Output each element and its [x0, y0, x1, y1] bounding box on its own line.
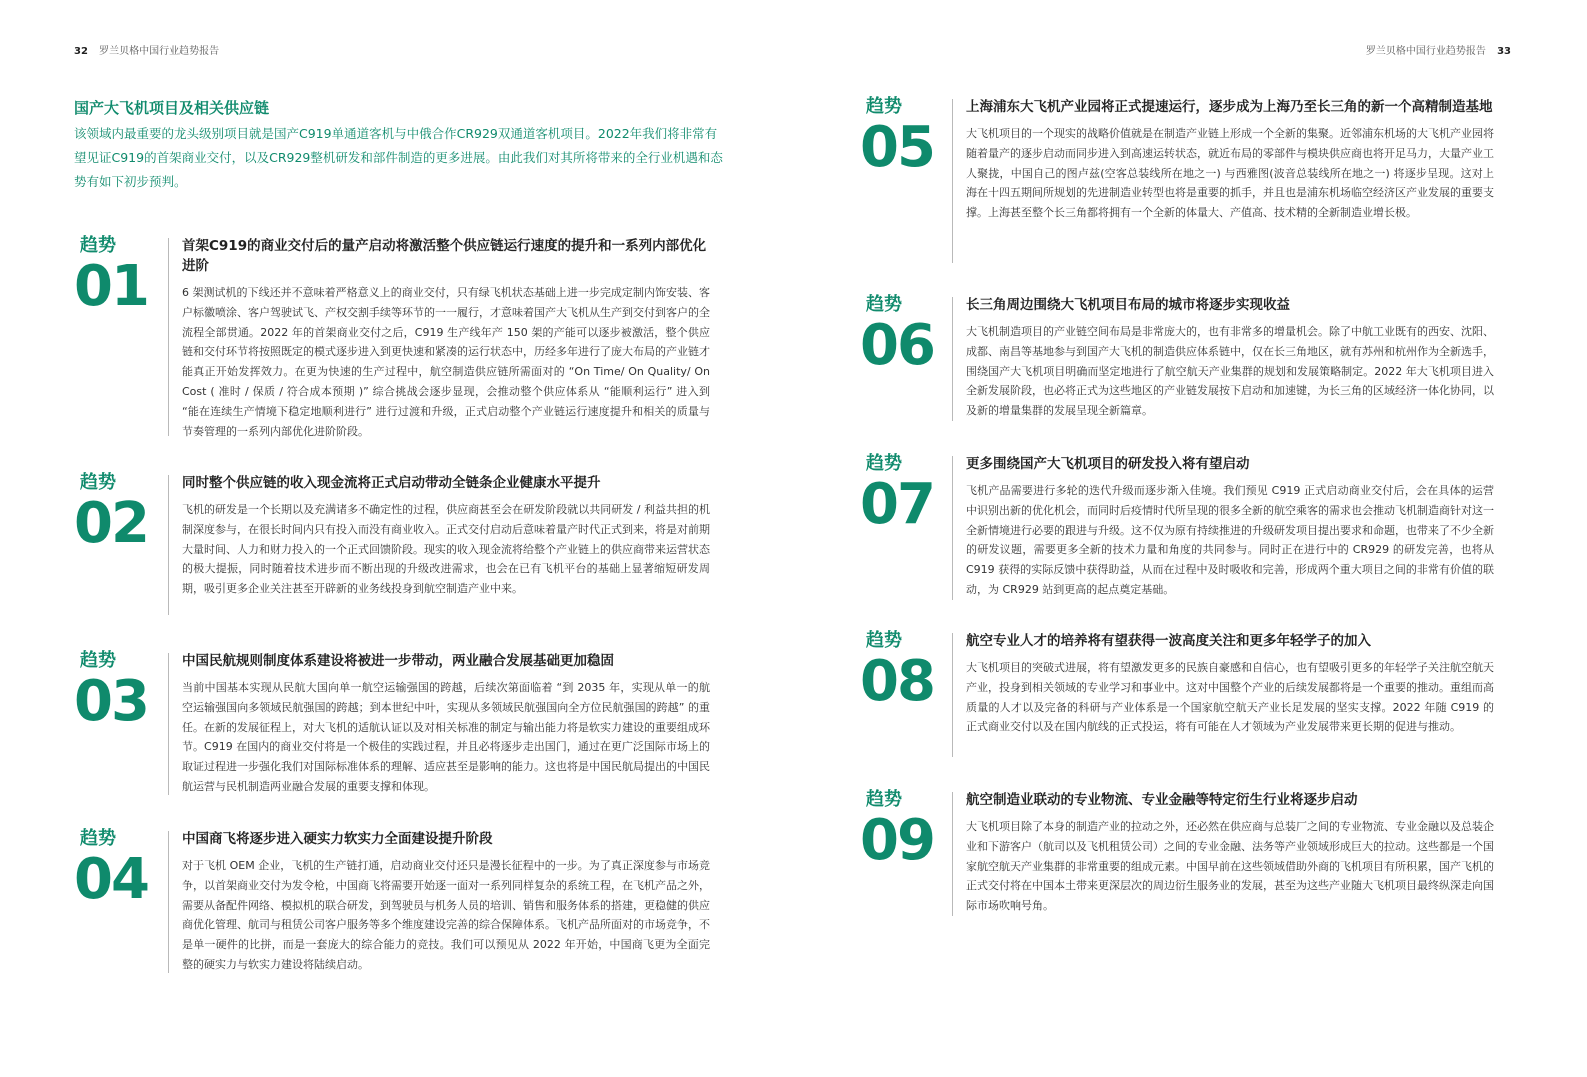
trend-title: 长三角周边围绕大飞机项目布局的城市将逐步实现收益 [966, 297, 1290, 313]
trend-title: 更多围绕国产大飞机项目的研发投入将有望启动 [966, 456, 1250, 472]
trend-01 [74, 236, 714, 436]
divider [952, 633, 953, 757]
trend-title: 上海浦东大飞机产业园将正式提速运行，逐步成为上海乃至长三角的新一个高精制造基地 [966, 99, 1493, 115]
trend-number: 04 [74, 847, 148, 912]
divider [952, 99, 953, 263]
right-page-number: 33 [1497, 46, 1511, 57]
trend-label: 趋势 [80, 650, 116, 671]
divider [168, 831, 169, 973]
trend-content [182, 651, 710, 797]
divider [952, 792, 953, 916]
trend-content [182, 236, 710, 441]
trend-content [966, 295, 1494, 421]
left-report-title: 罗兰贝格中国行业趋势报告 [99, 46, 220, 57]
trend-tag [860, 631, 950, 713]
trend-label: 趋势 [866, 453, 902, 474]
divider [168, 653, 169, 795]
trend-body: 当前中国基本实现从民航大国向单一航空运输强国的跨越，后续次第面临着 “到 2035 年，实现从单一的航空运输强国向多领域民航强国的跨越；到本世纪中叶，实现从多领域民航强国向全方位民航强国的跨越” 的重任。在新的发展征程上，对大飞机的适航认证以及对相关标准的制定与输出能力将是软实力建设的重要组成环节。C919 在国内的商业交付将是一个极佳的实践过程，并且必将逐步走出国门，通过在更广泛国际市场上的取证过程进一步强化我们对国际标准体系的理解、适应甚至是影响的能力。这也将是中国民航局提出的中国民航运营与民机制造两业融合发展的重要支撑和体现。 [182, 681, 710, 793]
trend-04 [74, 829, 714, 977]
trend-02 [74, 473, 714, 618]
trend-09 [860, 790, 1510, 920]
trend-08 [860, 631, 1510, 761]
trend-tag [74, 829, 164, 911]
left-page-number: 32 [74, 46, 88, 57]
trend-number: 09 [860, 808, 934, 873]
section-title: 国产大飞机项目及相关供应链 [74, 99, 270, 117]
trend-label: 趋势 [866, 96, 902, 117]
trend-06 [860, 295, 1510, 425]
trend-content [966, 454, 1494, 600]
divider [168, 475, 169, 615]
trend-body: 大飞机制造项目的产业链空间布局是非常庞大的，也有非常多的增量机会。除了中航工业既有的西安、沈阳、成都、南昌等基地参与到国产大飞机的制造供应体系链中，仅在长三角地区，就有苏州和杭州作为全新选手，围绕国产大飞机项目明确而坚定地进行了航空航天产业集群的规划和发展策略制定。2022 年大飞机项目进入全新发展阶段，也必将正式为这些地区的产业链发展按下启动和加速键，为长三角的区域经济一体化协同，以及新的增量集群的发展呈现全新篇章。 [966, 325, 1494, 418]
trend-body: 6 架测试机的下线还并不意味着严格意义上的商业交付，只有绿飞机状态基础上进一步完成定制内饰安装、客户标徽喷涂、客户驾驶试飞、产权交割手续等环节的一一履行，才意味着国产大飞机从生产到交付到客户的全流程全部贯通。2022 年的首架商业交付之后，C919 生产线年产 150 架的产能可以逐步被激活，整个供应链和交付环节将按照既定的模式逐步进入到更快速和紧凑的运行状态中，历经多年进行了庞大布局的产业链才能真正开始发挥效力。在更为快速的生产过程中，航空制造供应链所需面对的 “On Time/ On Quality/ On Cost ( 准时 / 保质 / 符合成本预期 )” 综合挑战会逐步显现，会推动整个供应体系从 “能顺利运行” 进入到 “能在连续生产情境下稳定地顺利进行” 进行过渡和升级，正式启动整个产业链运行速度提升和相关的质量与节奏管理的一系列内部优化进阶阶段。 [182, 286, 710, 438]
intro-paragraph: 该领域内最重要的龙头级别项目就是国产C919单通道客机与中俄合作CR929双通道客机项目。2022年我们将非常有望见证C919的首架商业交付，以及CR929整机研发和部件制造的更多进展。由此我们对其所将带来的全行业机遇和态势有如下初步预判。 [74, 126, 723, 189]
trend-number: 05 [860, 115, 934, 180]
divider [952, 456, 953, 600]
trend-content [966, 790, 1494, 916]
trend-body: 对于飞机 OEM 企业，飞机的生产链打通，启动商业交付还只是漫长征程中的一步。为了真正深度参与市场竞争，以首架商业交付为发令枪，中国商飞将需要开始逐一面对一系列同样复杂的系统工程，在飞机产品之外，需要从备配件网络、模拟机的联合研发，到驾驶员与机务人员的培训、销售和服务体系的搭建，更稳健的供应商优化管理、航司与租赁公司客户服务等多个维度建设完善的综合保障体系。飞机产品所面对的市场竞争，不是单一硬件的比拼，而是一套庞大的综合能力的竞技。我们可以预见从 2022 年开始，中国商飞更为全面完整的硬实力与软实力建设将陆续启动。 [182, 859, 710, 971]
trend-number: 02 [74, 491, 148, 556]
trend-title: 首架C919的商业交付后的量产启动将激活整个供应链运行速度的提升和一系列内部优化进阶 [182, 238, 707, 274]
divider [168, 238, 169, 436]
trend-content [966, 631, 1494, 737]
trend-body: 大飞机项目的一个现实的战略价值就是在制造产业链上形成一个全新的集聚。近邻浦东机场的大飞机产业园将随着量产的逐步启动而同步进入到高速运转状态，就近布局的零部件与模块供应商也将开足马力，大量产业工人聚拢，中国自己的图卢兹(空客总装线所在地之一) 与西雅图(波音总装线所在地之一) 将逐步呈现。这对上海在十四五期间所规划的先进制造业转型也将是重要的抓手，并且也是浦东机场临空经济区产业发展的重要支撑。上海甚至整个长三角都将拥有一个全新的体量大、产值高、技术精的全新制造业增长极。 [966, 127, 1494, 220]
trend-05 [860, 97, 1510, 267]
left-page-header [74, 42, 219, 57]
trend-number: 08 [860, 649, 934, 714]
trend-label: 趋势 [80, 828, 116, 849]
trend-tag [74, 651, 164, 733]
trend-07 [860, 454, 1510, 604]
trend-tag [74, 473, 164, 555]
trend-number: 06 [860, 313, 934, 378]
trend-label: 趋势 [80, 472, 116, 493]
divider [952, 297, 953, 421]
trend-number: 01 [74, 254, 148, 319]
trend-number: 03 [74, 669, 148, 734]
intro-section [74, 98, 724, 194]
trend-body: 大飞机项目除了本身的制造产业的拉动之外，还必然在供应商与总装厂之间的专业物流、专业金融以及总装企业和下游客户（航司以及飞机租赁公司）之间的专业金融、法务等产业领域形成巨大的拉动。这些都是一个国家航空航天产业集群的非常重要的组成元素。中国早前在这些领域借助外商的飞机项目有所积累，国产飞机的正式交付将在中国本土带来更深层次的周边衍生服务业的发展，甚至为这些产业随大飞机项目最终纵深走向国际市场吹响号角。 [966, 820, 1494, 913]
trend-tag [860, 295, 950, 377]
trend-tag [860, 454, 950, 536]
trend-03 [74, 651, 714, 799]
trend-label: 趋势 [866, 789, 902, 810]
trend-title: 中国民航规则制度体系建设将被进一步带动，两业融合发展基础更加稳固 [182, 653, 614, 669]
trend-title: 同时整个供应链的收入现金流将正式启动带动全链条企业健康水平提升 [182, 475, 601, 491]
trend-title: 航空专业人才的培养将有望获得一波高度关注和更多年轻学子的加入 [966, 633, 1371, 649]
trend-title: 航空制造业联动的专业物流、专业金融等特定衍生行业将逐步启动 [966, 792, 1358, 808]
trend-content [182, 473, 710, 599]
right-page-header [1366, 42, 1511, 57]
trend-tag [74, 236, 164, 318]
trend-number: 07 [860, 472, 934, 537]
trend-tag [860, 790, 950, 872]
trend-label: 趋势 [80, 235, 116, 256]
trend-content [966, 97, 1494, 223]
trend-label: 趋势 [866, 294, 902, 315]
trend-content [182, 829, 710, 975]
right-report-title: 罗兰贝格中国行业趋势报告 [1365, 46, 1486, 57]
trend-body: 大飞机项目的突破式进展，将有望激发更多的民族自豪感和自信心，也有望吸引更多的年轻学子关注航空航天产业，投身到相关领域的专业学习和事业中。这对中国整个产业的后续发展都将是一个重要的推动。重组而高质量的人才以及完备的科研与产业体系是一个国家航空航天产业长足发展的坚实支撑。2022 年随 C919 的正式商业交付以及在国内航线的正式投运，将有可能在人才领域为产业发展带来更长期的促进与推动。 [966, 661, 1494, 734]
trend-title: 中国商飞将逐步进入硬实力软实力全面建设提升阶段 [182, 831, 493, 847]
trend-body: 飞机产品需要进行多轮的迭代升级而逐步渐入佳境。我们预见 C919 正式启动商业交付后，会在具体的运营中识别出新的优化机会，而同时后疫情时代所呈现的很多全新的航空乘客的需求也会推动飞机制造商针对这一全新情境进行必要的跟进与升级。这不仅为原有持续推进的升级研发项目提出要求和命题，也带来了不少全新的研发议题，需要更多全新的技术力量和角度的共同参与。同时正在进行中的 CR929 的研发完善，也将从 C919 获得的实际反馈中获得助益，从而在过程中及时吸收和完善，形成两个重大项目之间的非常有价值的联动，为 CR929 站到更高的起点奠定基础。 [966, 484, 1494, 596]
trend-label: 趋势 [866, 630, 902, 651]
trend-body: 飞机的研发是一个长期以及充满诸多不确定性的过程，供应商甚至会在研发阶段就以共同研发 / 利益共担的机制深度参与，在很长时间内只有投入而没有商业收入。正式交付启动后意味着量产时代正式到来，将是对前期大量时间、人力和财力投入的一个正式回馈阶段。现实的收入现金流将给整个产业链上的供应商带来运营状态的极大提振，同时随着技术进步而不断出现的升级改进需求，也会在已有飞机平台的基础上显著缩短研发周期，吸引更多企业关注甚至开辟新的业务线投身到航空制造产业中来。 [182, 503, 710, 596]
trend-tag [860, 97, 950, 179]
